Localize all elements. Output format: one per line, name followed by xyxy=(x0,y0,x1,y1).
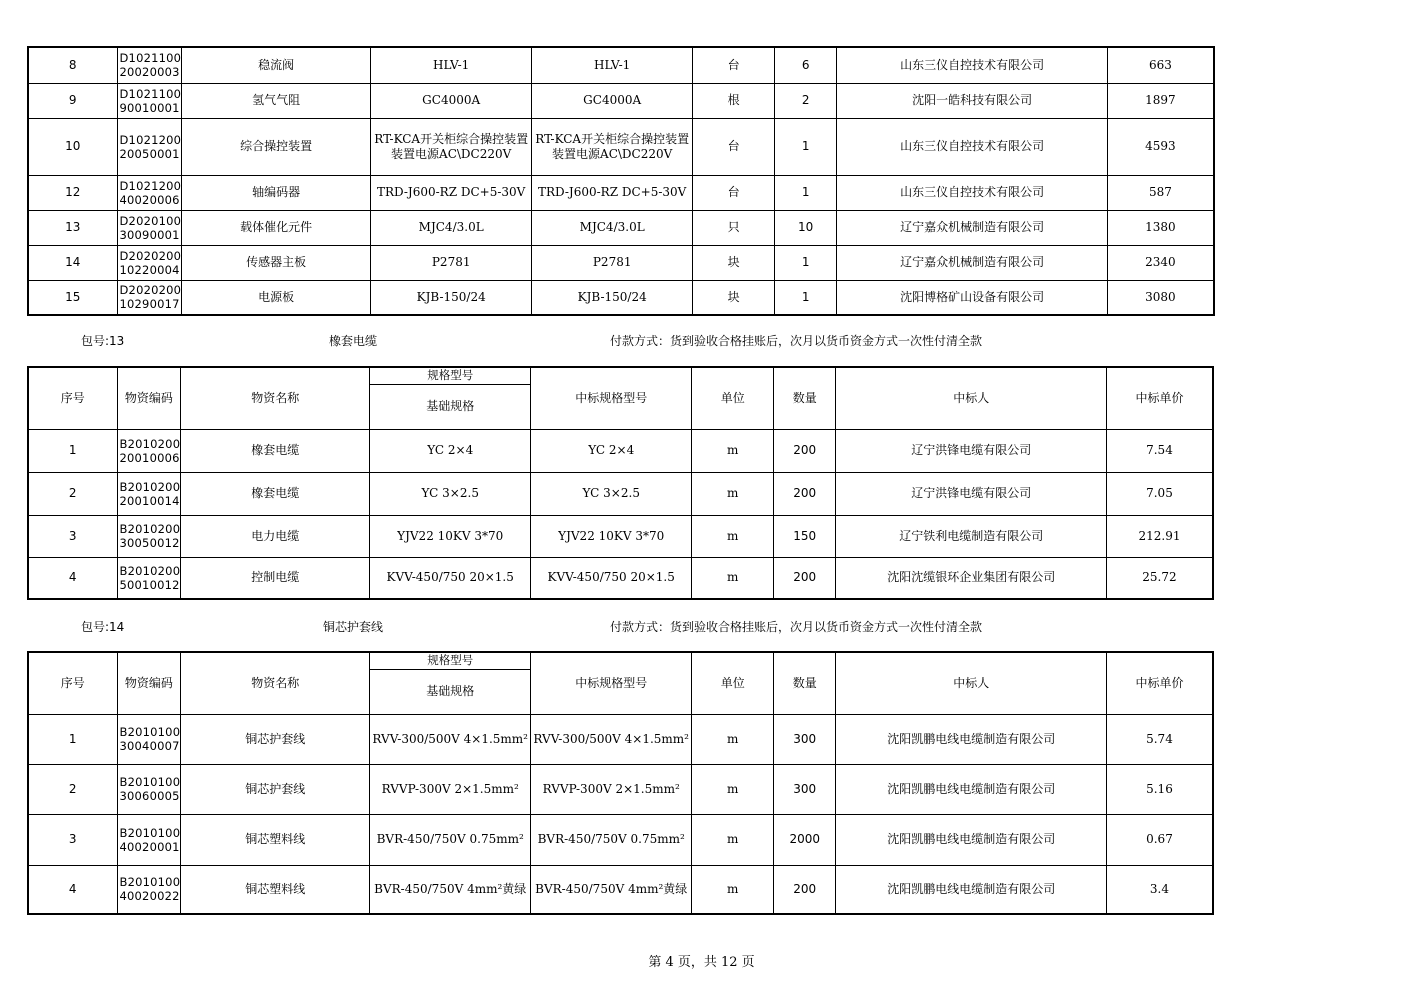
seq-cell: 3 xyxy=(28,515,117,557)
unit-cell: m xyxy=(692,865,774,914)
code-line-1: B2010200 xyxy=(119,436,181,451)
qty-cell: 1 xyxy=(775,280,837,315)
seq-cell: 12 xyxy=(28,175,117,210)
package-13-table xyxy=(27,366,1214,600)
package-13-label: 包号:13 xyxy=(81,334,125,348)
win-spec-cell: RVV-300/500V 4×1.5mm² xyxy=(531,714,692,764)
code-line-2: 40020006 xyxy=(119,192,180,207)
seq-cell: 1 xyxy=(28,429,117,472)
page-footer: 第 4 页，共 12 页 xyxy=(648,955,755,970)
unit-cell: m xyxy=(692,557,774,599)
code-line-1: D2020100 xyxy=(119,213,182,228)
code-line-2: 10220004 xyxy=(119,262,180,277)
seq-cell: 4 xyxy=(28,557,117,599)
header-base-spec: 基础规格 xyxy=(370,384,531,429)
name-cell: 氢气气阻 xyxy=(182,83,371,118)
qty-cell: 6 xyxy=(775,47,837,83)
win-spec-cell: RT-KCA开关柜综合操控装置 装置电源AC\DC220V xyxy=(532,118,693,175)
winner-cell: 山东三仪自控技术有限公司 xyxy=(837,175,1108,210)
package-13-category: 橡套电缆 xyxy=(329,334,378,348)
name-cell: 稳流阀 xyxy=(182,47,371,83)
unit-cell: m xyxy=(692,814,774,865)
name-cell: 铜芯护套线 xyxy=(181,764,370,814)
name-cell: 轴编码器 xyxy=(182,175,371,210)
seq-cell: 2 xyxy=(28,472,117,515)
header-base-spec: 基础规格 xyxy=(370,669,531,714)
seq-cell: 4 xyxy=(28,865,117,914)
base-spec-cell: RVV-300/500V 4×1.5mm² xyxy=(370,714,531,764)
code-line-2: 20050001 xyxy=(119,146,180,161)
table-row xyxy=(28,764,1213,814)
code-line-1: B2010200 xyxy=(119,479,181,494)
win-spec-cell: BVR-450/750V 0.75mm² xyxy=(531,814,692,865)
header-qty: 数量 xyxy=(774,652,836,714)
code-line-2: 40020022 xyxy=(119,889,180,904)
header-name: 物资名称 xyxy=(181,652,370,714)
win-spec-cell: P2781 xyxy=(532,245,693,280)
win-spec-cell: KJB-150/24 xyxy=(532,280,693,315)
seq-cell: 3 xyxy=(28,814,117,865)
qty-cell: 2000 xyxy=(774,814,836,865)
win-spec-cell: RVVP-300V 2×1.5mm² xyxy=(531,764,692,814)
header-winner: 中标人 xyxy=(836,652,1107,714)
winner-cell: 沈阳凯鹏电线电缆制造有限公司 xyxy=(836,865,1107,914)
code-line-2: 50010012 xyxy=(119,577,180,592)
code-line-1: D1021200 xyxy=(119,132,182,147)
price-cell: 5.16 xyxy=(1107,764,1213,814)
winner-cell: 沈阳凯鹏电线电缆制造有限公司 xyxy=(836,714,1107,764)
code-cell xyxy=(117,245,182,280)
seq-cell: 14 xyxy=(28,245,117,280)
name-cell: 传感器主板 xyxy=(182,245,371,280)
name-cell: 载体催化元件 xyxy=(182,210,371,245)
seq-cell: 1 xyxy=(28,714,117,764)
price-cell: 7.05 xyxy=(1107,472,1213,515)
header-win-spec: 中标规格型号 xyxy=(531,367,692,429)
header-win-spec: 中标规格型号 xyxy=(531,652,692,714)
code-line-2: 30060005 xyxy=(119,789,180,803)
winner-cell: 沈阳凯鹏电线电缆制造有限公司 xyxy=(836,764,1107,814)
price-cell: 25.72 xyxy=(1107,557,1213,599)
unit-cell: m xyxy=(692,764,774,814)
code-line-1: D1021100 xyxy=(119,86,182,101)
code-cell xyxy=(117,47,182,83)
table-row xyxy=(28,210,1214,245)
qty-cell: 2 xyxy=(775,83,837,118)
code-line-2: 30040007 xyxy=(119,739,180,753)
base-spec-cell: GC4000A xyxy=(371,83,532,118)
winner-cell: 辽宁洪锋电缆有限公司 xyxy=(836,472,1107,515)
price-cell: 7.54 xyxy=(1107,429,1213,472)
winner-cell: 沈阳一皓科技有限公司 xyxy=(837,83,1108,118)
unit-cell: 台 xyxy=(693,118,775,175)
table-row xyxy=(28,557,1213,599)
price-cell: 1380 xyxy=(1108,210,1214,245)
package-14-category: 铜芯护套线 xyxy=(323,620,384,634)
header-qty: 数量 xyxy=(774,367,836,429)
code-cell xyxy=(117,714,181,764)
base-spec-cell: HLV-1 xyxy=(371,47,532,83)
win-spec-cell: GC4000A xyxy=(532,83,693,118)
qty-cell: 150 xyxy=(774,515,836,557)
header-seq: 序号 xyxy=(28,367,117,429)
price-cell: 0.67 xyxy=(1107,814,1213,865)
name-cell: 铜芯护套线 xyxy=(181,714,370,764)
table-row xyxy=(28,472,1213,515)
code-cell xyxy=(117,210,182,245)
code-cell xyxy=(117,557,181,599)
code-line-2: 20010014 xyxy=(119,493,180,508)
qty-cell: 1 xyxy=(775,118,837,175)
table-row xyxy=(28,814,1213,865)
price-cell: 587 xyxy=(1108,175,1214,210)
price-cell: 3080 xyxy=(1108,280,1214,315)
winner-cell: 辽宁铁利电缆制造有限公司 xyxy=(836,515,1107,557)
table-row xyxy=(28,515,1213,557)
base-spec-cell: P2781 xyxy=(371,245,532,280)
header-price: 中标单价 xyxy=(1107,367,1213,429)
name-cell: 橡套电缆 xyxy=(181,429,370,472)
table-row xyxy=(28,429,1213,472)
code-line-1: B2010100 xyxy=(119,775,181,789)
winner-cell: 辽宁嘉众机械制造有限公司 xyxy=(837,210,1108,245)
name-cell: 铜芯塑料线 xyxy=(181,814,370,865)
code-cell xyxy=(117,764,181,814)
code-cell xyxy=(117,515,181,557)
code-line-1: D2020200 xyxy=(119,283,182,298)
base-spec-cell: YC 3×2.5 xyxy=(370,472,531,515)
header-seq: 序号 xyxy=(28,652,117,714)
unit-cell: 只 xyxy=(693,210,775,245)
code-line-2: 20010006 xyxy=(119,450,180,465)
win-spec-cell: YJV22 10KV 3*70 xyxy=(531,515,692,557)
base-spec-cell: YJV22 10KV 3*70 xyxy=(370,515,531,557)
package-14-label: 包号:14 xyxy=(81,620,125,634)
code-line-1: B2010100 xyxy=(119,875,181,890)
base-spec-cell: BVR-450/750V 0.75mm² xyxy=(370,814,531,865)
header-price: 中标单价 xyxy=(1107,652,1213,714)
table-row xyxy=(28,83,1214,118)
code-line-2: 10290017 xyxy=(119,297,180,312)
unit-cell: m xyxy=(692,515,774,557)
package-14-payment: 付款方式：货到验收合格挂账后，次月以货币资金方式一次性付清全款 xyxy=(610,620,983,634)
win-spec-cell: MJC4/3.0L xyxy=(532,210,693,245)
base-spec-cell: YC 2×4 xyxy=(370,429,531,472)
base-spec-cell: TRD-J600-RZ DC+5-30V xyxy=(371,175,532,210)
table-row xyxy=(28,865,1213,914)
table-row xyxy=(28,280,1214,315)
header-spec-group: 规格型号 xyxy=(370,367,531,384)
seq-cell: 15 xyxy=(28,280,117,315)
unit-cell: m xyxy=(692,472,774,515)
code-line-1: B2010200 xyxy=(119,563,181,578)
qty-cell: 300 xyxy=(774,764,836,814)
name-cell: 电源板 xyxy=(182,280,371,315)
package-13-payment: 付款方式：货到验收合格挂账后，次月以货币资金方式一次性付清全款 xyxy=(610,334,983,348)
unit-cell: 根 xyxy=(693,83,775,118)
code-cell xyxy=(117,429,181,472)
unit-cell: 块 xyxy=(693,245,775,280)
unit-cell: 台 xyxy=(693,175,775,210)
price-cell: 1897 xyxy=(1108,83,1214,118)
win-spec-cell: KVV-450/750 20×1.5 xyxy=(531,557,692,599)
code-line-1: D2020200 xyxy=(119,248,182,263)
code-line-1: B2010100 xyxy=(119,825,181,840)
winner-cell: 辽宁洪锋电缆有限公司 xyxy=(836,429,1107,472)
qty-cell: 1 xyxy=(775,175,837,210)
base-spec-cell: RVVP-300V 2×1.5mm² xyxy=(370,764,531,814)
win-spec-cell: TRD-J600-RZ DC+5-30V xyxy=(532,175,693,210)
base-spec-cell: KVV-450/750 20×1.5 xyxy=(370,557,531,599)
header-code: 物资编码 xyxy=(117,652,181,714)
qty-cell: 200 xyxy=(774,557,836,599)
code-line-2: 20020003 xyxy=(119,65,180,80)
code-line-1: B2010100 xyxy=(119,725,181,739)
code-line-2: 40020001 xyxy=(119,839,180,854)
qty-cell: 300 xyxy=(774,714,836,764)
seq-cell: 2 xyxy=(28,764,117,814)
table-row xyxy=(28,47,1214,83)
win-spec-cell: HLV-1 xyxy=(532,47,693,83)
seq-cell: 8 xyxy=(28,47,117,83)
table-row xyxy=(28,175,1214,210)
qty-cell: 200 xyxy=(774,865,836,914)
unit-cell: m xyxy=(692,429,774,472)
winner-cell: 山东三仪自控技术有限公司 xyxy=(837,47,1108,83)
code-line-2: 30050012 xyxy=(119,536,180,550)
winner-cell: 辽宁嘉众机械制造有限公司 xyxy=(837,245,1108,280)
winner-cell: 沈阳凯鹏电线电缆制造有限公司 xyxy=(836,814,1107,865)
code-line-1: D1021100 xyxy=(119,51,182,66)
code-cell xyxy=(117,175,182,210)
code-cell xyxy=(117,280,182,315)
unit-cell: 块 xyxy=(693,280,775,315)
price-cell: 212.91 xyxy=(1107,515,1213,557)
code-cell xyxy=(117,83,182,118)
header-unit: 单位 xyxy=(692,367,774,429)
header-unit: 单位 xyxy=(692,652,774,714)
code-line-1: B2010200 xyxy=(119,522,181,536)
table-row xyxy=(28,714,1213,764)
base-spec-cell: KJB-150/24 xyxy=(371,280,532,315)
code-line-2: 90010001 xyxy=(119,100,180,115)
name-cell: 控制电缆 xyxy=(181,557,370,599)
win-spec-cell: BVR-450/750V 4mm²黄绿 xyxy=(531,865,692,914)
price-cell: 3.4 xyxy=(1107,865,1213,914)
name-cell: 铜芯塑料线 xyxy=(181,865,370,914)
qty-cell: 200 xyxy=(774,429,836,472)
base-spec-cell: RT-KCA开关柜综合操控装置 装置电源AC\DC220V xyxy=(371,118,532,175)
seq-cell: 10 xyxy=(28,118,117,175)
winner-cell: 沈阳博格矿山设备有限公司 xyxy=(837,280,1108,315)
code-line-1: D1021200 xyxy=(119,178,182,193)
header-spec-group: 规格型号 xyxy=(370,652,531,669)
win-spec-cell: YC 3×2.5 xyxy=(531,472,692,515)
name-cell: 综合操控装置 xyxy=(182,118,371,175)
name-cell: 橡套电缆 xyxy=(181,472,370,515)
top-table xyxy=(27,46,1215,316)
code-cell xyxy=(117,814,181,865)
win-spec-cell: YC 2×4 xyxy=(531,429,692,472)
table-row xyxy=(28,118,1214,175)
code-cell xyxy=(117,472,181,515)
name-cell: 电力电缆 xyxy=(181,515,370,557)
price-cell: 2340 xyxy=(1108,245,1214,280)
qty-cell: 10 xyxy=(775,210,837,245)
header-winner: 中标人 xyxy=(836,367,1107,429)
table-row xyxy=(28,245,1214,280)
price-cell: 5.74 xyxy=(1107,714,1213,764)
header-name: 物资名称 xyxy=(181,367,370,429)
qty-cell: 1 xyxy=(775,245,837,280)
package-14-table xyxy=(27,651,1214,915)
code-cell xyxy=(117,865,181,914)
price-cell: 663 xyxy=(1108,47,1214,83)
qty-cell: 200 xyxy=(774,472,836,515)
seq-cell: 13 xyxy=(28,210,117,245)
unit-cell: m xyxy=(692,714,774,764)
unit-cell: 台 xyxy=(693,47,775,83)
code-line-2: 30090001 xyxy=(119,227,180,242)
code-cell xyxy=(117,118,182,175)
winner-cell: 山东三仪自控技术有限公司 xyxy=(837,118,1108,175)
header-code: 物资编码 xyxy=(117,367,181,429)
base-spec-cell: MJC4/3.0L xyxy=(371,210,532,245)
price-cell: 4593 xyxy=(1108,118,1214,175)
base-spec-cell: BVR-450/750V 4mm²黄绿 xyxy=(370,865,531,914)
winner-cell: 沈阳沈缆银环企业集团有限公司 xyxy=(836,557,1107,599)
seq-cell: 9 xyxy=(28,83,117,118)
